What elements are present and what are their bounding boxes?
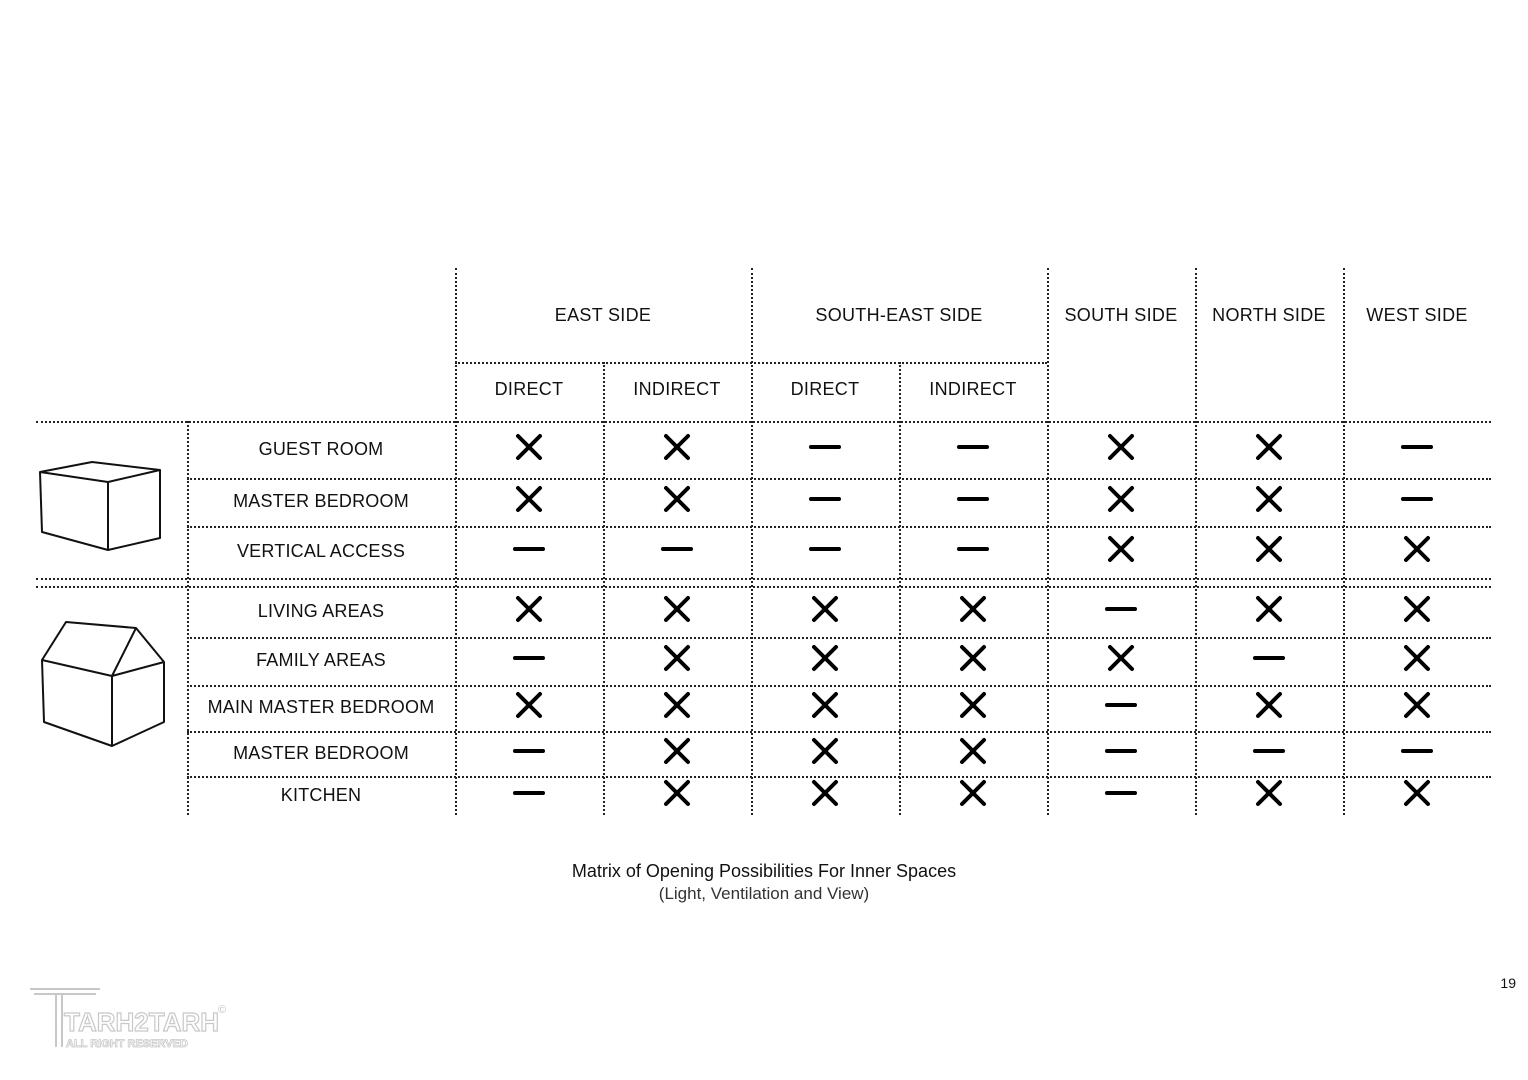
dash-mark-icon [809, 535, 841, 563]
cross-mark-icon [663, 595, 691, 623]
row-label: VERTICAL ACCESS [236, 541, 406, 561]
gable-roof-house-icon [36, 618, 170, 752]
cross-mark-icon [515, 485, 543, 513]
dash-mark-icon [1401, 485, 1433, 513]
cross-mark-icon [811, 644, 839, 672]
dash-mark-icon [1401, 433, 1433, 461]
dash-mark-icon [809, 485, 841, 513]
page-number: 19 [1500, 975, 1516, 991]
dash-mark-icon [661, 535, 693, 563]
header-south-east-side: SOUTH-EAST SIDE [815, 305, 983, 325]
cross-mark-icon [1403, 644, 1431, 672]
dash-mark-icon [1105, 595, 1137, 623]
cross-mark-icon [515, 433, 543, 461]
cross-mark-icon [515, 691, 543, 719]
group-separator-line [36, 578, 1491, 580]
dash-mark-icon [957, 433, 989, 461]
cross-mark-icon [663, 644, 691, 672]
grid-hline [187, 776, 1491, 778]
grid-vline [603, 362, 605, 815]
cross-mark-icon [1255, 779, 1283, 807]
dash-mark-icon [513, 737, 545, 765]
row-label: LIVING AREAS [257, 600, 385, 621]
row-label: GUEST ROOM [258, 438, 384, 459]
cross-mark-icon [1255, 535, 1283, 563]
cross-mark-icon [663, 691, 691, 719]
subheader-east-direct: DIRECT [494, 379, 564, 399]
dash-mark-icon [1105, 779, 1137, 807]
dash-mark-icon [1105, 691, 1137, 719]
row-label: MASTER BEDROOM [233, 742, 409, 763]
cross-mark-icon [663, 779, 691, 807]
row-label: MAIN MASTER BEDROOM [207, 697, 435, 717]
grid-hline [187, 731, 1491, 733]
cross-mark-icon [959, 737, 987, 765]
header-north-side: NORTH SIDE [1212, 305, 1326, 325]
cross-mark-icon [1403, 595, 1431, 623]
cross-mark-icon [959, 595, 987, 623]
cross-mark-icon [1107, 485, 1135, 513]
row-label: MASTER BEDROOM [233, 491, 409, 511]
subheader-southeast-direct: DIRECT [790, 379, 860, 399]
cross-mark-icon [1255, 485, 1283, 513]
grid-hline [455, 362, 1047, 364]
cross-mark-icon [515, 595, 543, 623]
cross-mark-icon [1255, 595, 1283, 623]
cross-mark-icon [959, 644, 987, 672]
copyright-mark: © [218, 1004, 227, 1016]
cross-mark-icon [663, 737, 691, 765]
grid-hline [36, 421, 1491, 423]
dash-mark-icon [957, 535, 989, 563]
dash-mark-icon [1401, 737, 1433, 765]
header-west-side: WEST SIDE [1366, 305, 1468, 325]
cross-mark-icon [959, 779, 987, 807]
logo-subtext: ALL RIGHT RESERVED [66, 1038, 188, 1050]
dash-mark-icon [1253, 644, 1285, 672]
cross-mark-icon [1107, 644, 1135, 672]
grid-hline [187, 685, 1491, 687]
cross-mark-icon [663, 433, 691, 461]
cross-mark-icon [663, 485, 691, 513]
caption-title: Matrix of Opening Possibilities For Inner Spaces [571, 861, 957, 881]
dash-mark-icon [1253, 737, 1285, 765]
row-label: FAMILY AREAS [256, 650, 386, 670]
caption-subtitle: (Light, Ventilation and View) [658, 884, 870, 903]
dash-mark-icon [513, 535, 545, 563]
cross-mark-icon [1403, 779, 1431, 807]
dash-mark-icon [513, 779, 545, 807]
cross-mark-icon [811, 691, 839, 719]
cross-mark-icon [811, 779, 839, 807]
subheader-east-indirect: INDIRECT [633, 379, 721, 399]
cross-mark-icon [1255, 433, 1283, 461]
dash-mark-icon [957, 485, 989, 513]
header-east-side: EAST SIDE [554, 305, 652, 325]
dash-mark-icon [513, 644, 545, 672]
group-separator-line [36, 586, 1491, 588]
cross-mark-icon [1255, 691, 1283, 719]
logo-text: TARH2TARH [64, 1007, 220, 1037]
grid-hline [187, 637, 1491, 639]
tarh2tarh-logo [28, 985, 238, 1055]
subheader-southeast-indirect: INDIRECT [929, 379, 1017, 399]
dash-mark-icon [1105, 737, 1137, 765]
grid-vline [899, 362, 901, 815]
cross-mark-icon [1403, 535, 1431, 563]
header-south-side: SOUTH SIDE [1064, 305, 1178, 325]
cross-mark-icon [1107, 433, 1135, 461]
cross-mark-icon [811, 737, 839, 765]
cross-mark-icon [1107, 535, 1135, 563]
row-label: KITCHEN [280, 784, 362, 805]
cross-mark-icon [1403, 691, 1431, 719]
cross-mark-icon [959, 691, 987, 719]
cross-mark-icon [811, 595, 839, 623]
dash-mark-icon [809, 433, 841, 461]
flat-roof-box-icon [36, 458, 166, 556]
grid-hline [187, 478, 1491, 480]
grid-hline [187, 526, 1491, 528]
